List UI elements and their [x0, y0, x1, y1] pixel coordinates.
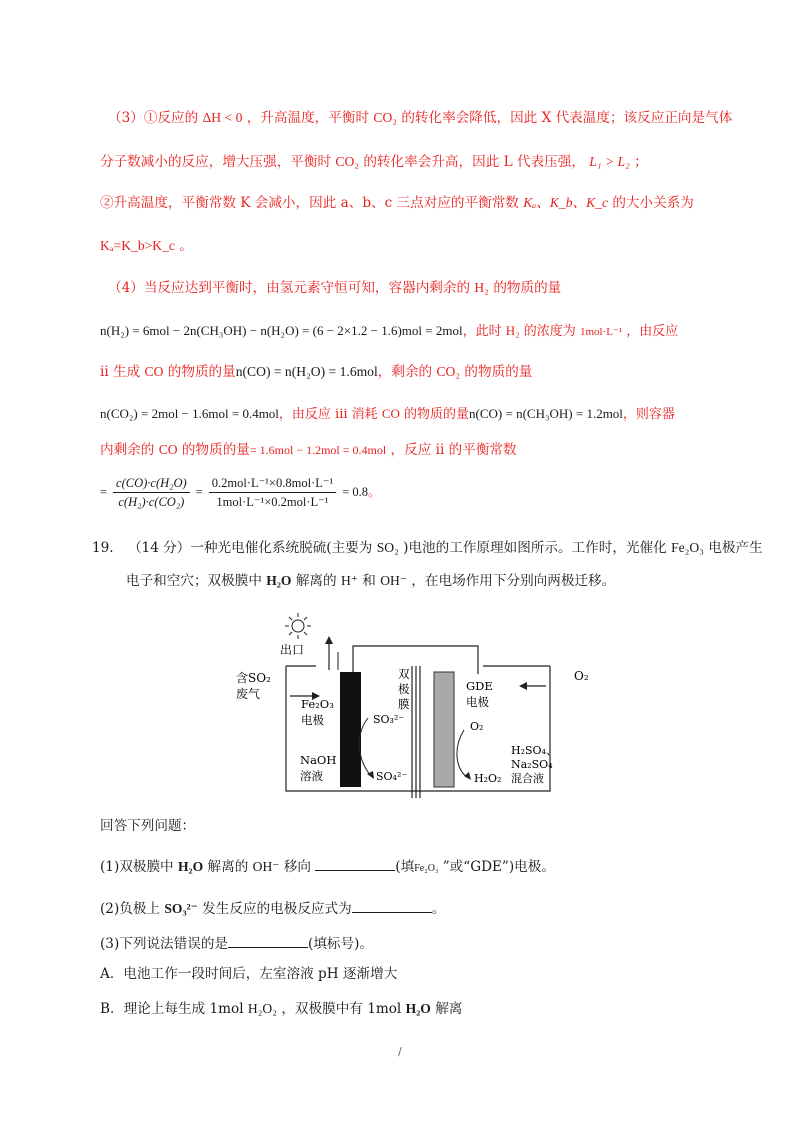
- gde-label-2: 电极: [466, 695, 489, 709]
- formula: H₂O: [266, 573, 292, 588]
- formula: SO₃²⁻: [164, 901, 198, 916]
- formula: H₂: [505, 323, 520, 338]
- electrochemical-cell-diagram: [228, 608, 608, 804]
- formula: H⁺: [340, 573, 358, 588]
- text: ；: [634, 154, 648, 170]
- text: 的物质的量: [167, 364, 236, 380]
- formula: CO₂: [436, 364, 461, 379]
- o2-inlet-arrowhead: [519, 682, 527, 690]
- formula: Fe₂O₃: [671, 540, 704, 555]
- q19-part-1: [100, 856, 555, 879]
- membrane-label-2: 极: [398, 682, 410, 696]
- text: （14 分）一种光电催化系统脱硫(主要为: [127, 540, 373, 556]
- text: 的物质的量: [181, 442, 250, 458]
- equals: =: [195, 485, 203, 499]
- text: (填: [395, 859, 415, 875]
- formula: CO: [144, 364, 164, 379]
- h2o2-label: H₂O₂: [474, 772, 502, 785]
- text: 的大小关系为: [612, 195, 694, 211]
- text: ，双极膜中有 1mol: [281, 1001, 402, 1017]
- formula: L₁ > L₂: [589, 154, 630, 169]
- formula: H₂O: [405, 1001, 431, 1016]
- q18-line-3: [100, 193, 694, 213]
- text: （3）①反应的: [108, 110, 199, 126]
- naoh-label: NaOH: [300, 753, 337, 767]
- text: 的物质的量: [404, 407, 470, 422]
- outlet-label: 出口: [280, 643, 305, 657]
- denominator: c(H₂)·c(CO₂): [118, 495, 185, 509]
- text: A．电池工作一段时间后，左室溶液 pH 逐渐增大: [100, 966, 398, 982]
- equation: n(CO) = n(CH₃OH) = 1.2mol: [469, 406, 623, 421]
- numerator: 0.2mol·L⁻¹×0.8mol·L⁻¹: [209, 475, 336, 493]
- formula: CO: [381, 406, 400, 421]
- text: ，在电场作用下分别向两极迁移。: [411, 573, 616, 589]
- text: ，反应 ii 的平衡常数: [390, 442, 517, 458]
- text: (3)下列说法错误的是: [100, 936, 229, 952]
- naoh-label-2: 溶液: [300, 769, 323, 783]
- formula: Kₐ、K_b、K_c: [523, 195, 609, 210]
- mix-label-2: Na₂SO₄: [511, 758, 553, 771]
- q18-line-10: [100, 475, 381, 510]
- denominator: 1mol·L⁻¹×0.2mol·L⁻¹: [216, 495, 329, 509]
- sulfite-curve: [359, 718, 371, 776]
- formula: CO₂: [373, 110, 397, 125]
- q19-option-a: [100, 964, 397, 984]
- q19-answer-prompt: [100, 816, 195, 836]
- sun-icon: [285, 613, 311, 639]
- page-footer: /: [398, 1045, 402, 1058]
- text: 分子数减小的反应，增大压强，平衡时: [100, 154, 332, 170]
- gde-label: GDE: [466, 679, 493, 693]
- o2-label: O₂: [470, 720, 484, 733]
- equation: n(CO₂) = 2mol − 1.6mol = 0.4mol: [100, 406, 279, 421]
- oxygen-curve: [457, 730, 468, 778]
- answer-blank-2[interactable]: [352, 898, 432, 913]
- q18-line-8: [100, 404, 675, 425]
- formula: H₂: [474, 280, 489, 295]
- text: ②升高温度，平衡常数 K 会减小，因此 a、b、c 三点对应的平衡常数: [100, 195, 519, 211]
- equation: n(H₂) = 6mol − 2n(CH₃OH) − n(H₂O) = (6 − 2×1.2 − 1.6)mol = 2mol: [100, 323, 463, 338]
- text: ，由反应 iii 消耗: [278, 407, 378, 422]
- inlet-label: 含SO₂: [236, 671, 271, 685]
- text: 的浓度为: [523, 324, 576, 339]
- so4-label: SO₄²⁻: [376, 770, 408, 783]
- so3-label: SO₃²⁻: [373, 713, 405, 726]
- inlet-label-2: 废气: [236, 687, 261, 701]
- q19-line-1: [92, 538, 763, 558]
- formula: ΔH < 0: [202, 110, 243, 125]
- text: 和: [362, 573, 376, 589]
- text: 移向: [283, 859, 311, 875]
- equation: = 1.6mol − 1.2mol = 0.4mol: [249, 443, 387, 457]
- text: ，此时: [462, 324, 502, 339]
- text: 的物质的量: [493, 280, 562, 296]
- formula: Fe₂O₃: [414, 863, 439, 874]
- o2-in-label: O₂: [574, 669, 589, 683]
- fe2o3-electrode: [340, 672, 361, 787]
- membrane-label-1: 双: [398, 667, 410, 681]
- text: 的物质的量: [464, 364, 533, 380]
- gde-electrode: [434, 672, 454, 787]
- text: 。: [179, 238, 193, 254]
- text: 电极产生: [708, 540, 763, 556]
- oxygen-arrowhead: [464, 772, 471, 780]
- text: (填标号)。: [308, 936, 373, 952]
- text: 内剩余的: [100, 442, 155, 458]
- q18-line-4: [100, 236, 193, 256]
- formula: H₂O: [177, 859, 204, 874]
- q18-line-7: [100, 362, 532, 382]
- text: 解离的: [207, 859, 249, 875]
- q18-line-9: [100, 440, 517, 460]
- text: B．理论上每生成 1mol: [100, 1001, 244, 1017]
- text: 的转化率会升高，因此 L 代表压强，: [363, 154, 585, 170]
- text: 的转化率会降低，因此 X 代表温度；该反应正向是气体: [401, 110, 733, 126]
- text: 。: [431, 901, 446, 917]
- fraction-values: [209, 475, 336, 510]
- q18-line-6: [100, 321, 678, 342]
- question-number: 19.: [92, 540, 114, 556]
- formula: SO₂: [376, 540, 399, 555]
- outlet-arrowhead: [325, 636, 333, 644]
- formula: OH⁻: [252, 859, 280, 874]
- q18-line-5: [108, 278, 561, 298]
- formula: CO₂: [335, 154, 360, 169]
- text: 解离: [435, 1001, 463, 1017]
- text: 解离的: [295, 573, 337, 589]
- text: ，则容器: [622, 407, 675, 422]
- text: ，由反应: [626, 324, 679, 339]
- equation: = 0.8: [342, 485, 368, 499]
- membrane-label-3: 膜: [398, 697, 410, 711]
- text: 发生反应的电极反应式为: [202, 901, 352, 917]
- fraction-concentration: [113, 475, 190, 510]
- fe-label: Fe₂O₃: [301, 697, 334, 711]
- answer-blank-3[interactable]: [228, 933, 308, 948]
- q19-option-b: [100, 999, 462, 1019]
- text: ，剩余的: [377, 364, 433, 380]
- formula: H₂O₂: [247, 1001, 277, 1016]
- equation: n(CO) = n(H₂O) = 1.6mol: [235, 364, 378, 379]
- text: （4）当反应达到平衡时，由氢元素守恒可知，容器内剩余的: [108, 280, 471, 296]
- text: ii 生成: [100, 364, 141, 380]
- fe-label-2: 电极: [301, 713, 324, 727]
- formula: Kₐ=K_b>K_c: [100, 238, 175, 253]
- numerator: c(CO)·c(H₂O): [113, 475, 190, 493]
- q19-part-2: [100, 898, 445, 919]
- formula: CO: [158, 442, 178, 457]
- mix-label-3: 混合液: [511, 772, 544, 785]
- q19-line-2: [126, 571, 615, 591]
- mix-label-1: H₂SO₄、: [511, 744, 557, 757]
- text: ”或“GDE”)电极。: [442, 859, 555, 875]
- formula: OH⁻: [380, 573, 407, 588]
- text: 电子和空穴；双极膜中: [126, 573, 262, 589]
- answer-blank-1[interactable]: [315, 856, 395, 871]
- q18-line-2: [100, 152, 648, 172]
- text: 回答下列问题：: [100, 818, 196, 834]
- text: ，升高温度，平衡时: [246, 110, 370, 126]
- q19-part-3: [100, 933, 373, 954]
- equals: =: [100, 485, 108, 499]
- q18-line-1: [108, 108, 732, 128]
- text: (2)负极上: [100, 901, 161, 917]
- text: (1)双极膜中: [100, 859, 174, 875]
- text: 。: [368, 484, 381, 499]
- formula: 1mol·L⁻¹: [579, 326, 623, 338]
- text: )电池的工作原理如图所示。工作时，光催化: [403, 540, 667, 556]
